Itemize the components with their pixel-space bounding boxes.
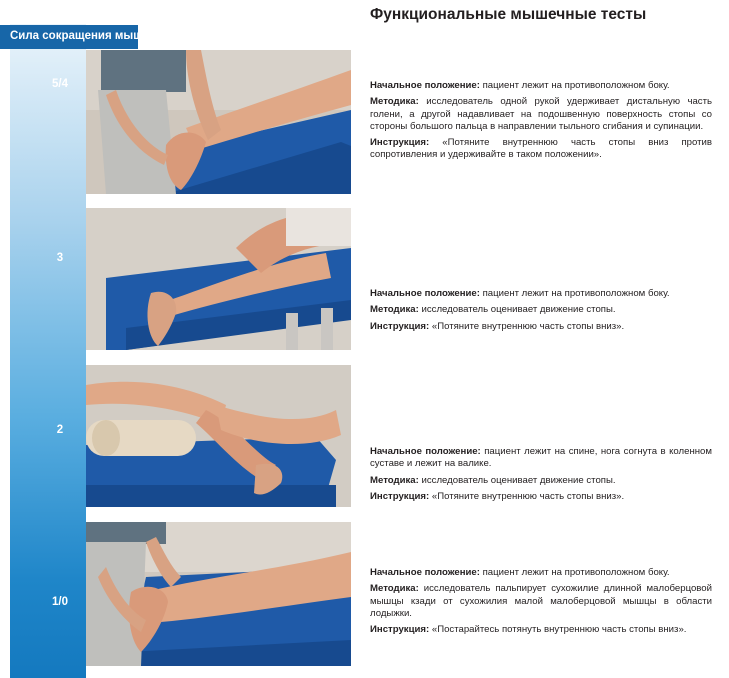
start-position-text: пациент лежит на спине, нога согнута в коленном суставе и лежит на валике. — [370, 446, 712, 470]
method-text: исследователь одной рукой удерживает дистальную часть голени, а другой надавливает на подошвенную поверхность стопы со стороны большого пальца в направлении тыльного сгибания и супинации. — [370, 96, 713, 132]
start-position-paragraph — [370, 446, 712, 471]
start-position-text: пациент лежит на противоположном боку. — [482, 80, 670, 91]
start-position-text: пациент лежит на противоположном боку. — [482, 567, 670, 578]
description-grade-5-4 — [370, 80, 712, 166]
instruction-paragraph — [370, 321, 712, 333]
method-paragraph — [370, 583, 712, 620]
photo-grade-3 — [86, 208, 351, 350]
instruction-label: Инструкция: — [370, 490, 430, 502]
instruction-text: «Потяните внутреннюю часть стопы вниз против сопротивления и удерживайте в таком положении». — [370, 137, 712, 161]
method-text: исследователь оценивает движение стопы. — [421, 304, 616, 316]
instruction-text: «Постарайтесь потянуть внутреннюю часть стопы вниз». — [431, 624, 687, 636]
instruction-label: Инструкция: — [370, 624, 430, 636]
method-paragraph — [370, 304, 712, 316]
instruction-text: «Потяните внутреннюю часть стопы вниз». — [431, 320, 625, 332]
grade-label-1-0: 1/0 — [52, 596, 68, 608]
method-label: Методика: — [370, 474, 419, 486]
instruction-text: «Потяните внутреннюю часть стопы вниз». — [431, 490, 625, 502]
grade-sidebar — [10, 24, 86, 678]
start-position-paragraph — [370, 567, 712, 579]
page-title: Функциональные мышечные тесты — [370, 6, 647, 23]
description-grade-3 — [370, 288, 712, 337]
instruction-paragraph — [370, 624, 712, 636]
method-paragraph — [370, 475, 712, 487]
instruction-label: Инструкция: — [370, 137, 430, 149]
method-text: исследователь оценивает движение стопы. — [421, 474, 616, 486]
start-position-label: Начальное положение: — [370, 80, 480, 91]
start-position-paragraph — [370, 288, 712, 300]
instruction-paragraph — [370, 491, 712, 503]
photo-grade-2 — [86, 365, 351, 507]
photo-grade-1-0 — [86, 522, 351, 666]
method-label: Методика: — [370, 96, 419, 108]
start-position-label: Начальное положение: — [370, 567, 480, 578]
method-label: Методика: — [370, 583, 419, 595]
instruction-paragraph — [370, 137, 712, 162]
grade-label-2: 2 — [56, 424, 64, 436]
start-position-paragraph — [370, 80, 712, 92]
description-grade-2 — [370, 446, 712, 507]
method-text: исследователь пальпирует сухожилие длинной малоберцовой мышцы кзади от сухожилия малой малоберцовой мышцы в области лодыжки. — [370, 583, 712, 619]
start-position-label: Начальное положение: — [370, 288, 480, 299]
instruction-label: Инструкция: — [370, 320, 430, 332]
method-label: Методика: — [370, 304, 419, 316]
description-grade-1-0 — [370, 567, 712, 640]
start-position-label: Начальное положение: — [370, 446, 481, 457]
photo-grade-5-4 — [86, 50, 351, 194]
grade-label-5-4: 5/4 — [52, 78, 68, 90]
grade-label-3: 3 — [56, 252, 64, 264]
sidebar-header-label: Сила сокращения мышц — [10, 30, 150, 42]
start-position-text: пациент лежит на противоположном боку. — [482, 288, 670, 299]
method-paragraph — [370, 96, 712, 133]
